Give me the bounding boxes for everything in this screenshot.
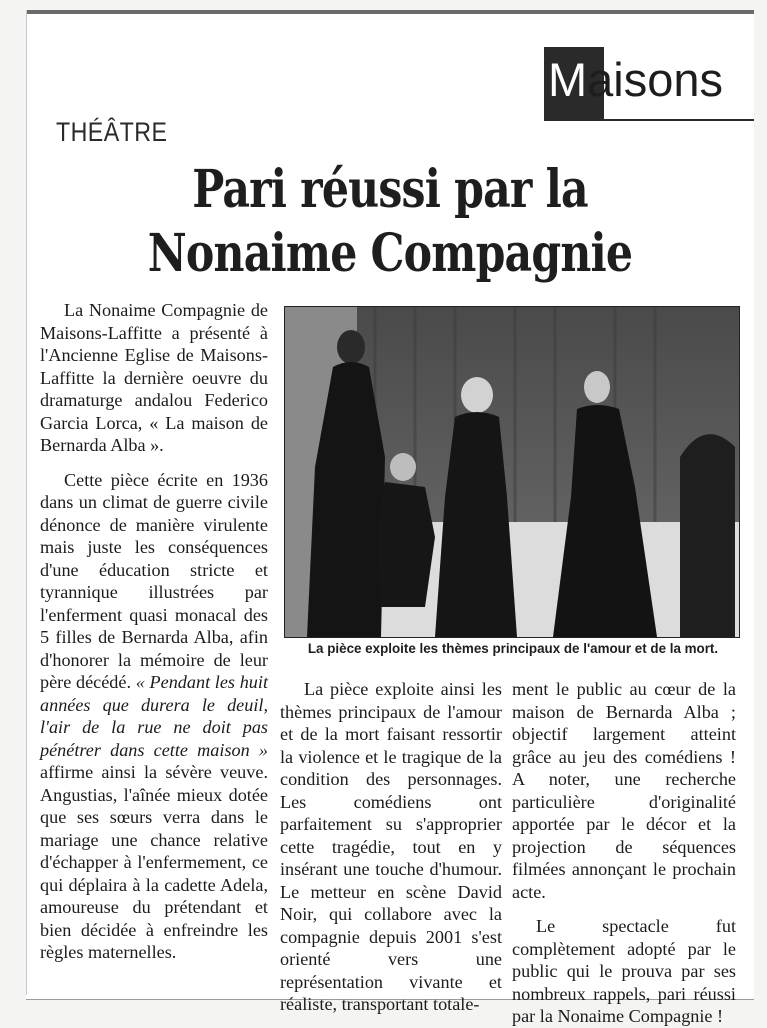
- paragraph: ment le public au cœur de la maison de Bernarda Alba ; objectif largement atteint grâce au jeu des comédiens ! A noter, une recherche particulière d'originalité apportée par le décor et la projection de séquences filmées annonçant le prochain acte.: [512, 679, 736, 902]
- paragraph-text: affirme ainsi la sévère veuve. Angustias, l'aînée mieux dotée que ses sœurs verra dans le mariage une chance relative d'échapper à l'enfermement, ce qui déplaira à la cadette Adela, amoureuse du prétendant et bien décidée à enfreindre les règles maternelles.: [40, 762, 268, 962]
- paragraph: Le spectacle fut complètement adopté par le public qui le prouva par ses nombreux rappels, pari réussi par la Nonaime Compagnie !: [512, 916, 736, 1026]
- section-label: [548, 50, 723, 110]
- kicker: THÉÂTRE: [56, 117, 168, 147]
- article-column-2: [280, 678, 502, 1016]
- article-column-1: [40, 299, 268, 964]
- stage-photo: [284, 306, 740, 638]
- section-label-rest: aisons: [587, 53, 724, 106]
- article-column-3: [512, 678, 736, 1028]
- paragraph-text: Cette pièce écrite en 1936 dans un climat de guerre civile dénonce de manière virulente mais juste les conséquences d'une éducation stricte et tyrannique illustrées par l'enferment quasi monacal des 5 filles de Bernarda Alba, afin d'honorer la mémoire de leur père décédé.: [40, 469, 268, 692]
- clipping-edge: [26, 10, 27, 995]
- paragraph: [40, 469, 268, 964]
- section-label-initial: M: [548, 53, 588, 106]
- quote: « Pendant les huit années que durera le deuil, l'air de la rue ne doit pas pénétrer dans cette maison »: [40, 672, 269, 760]
- paragraph: La Nonaime Compagnie de Maisons-Laffitte a présenté à l'Ancienne Eglise de Maisons-Laffitte la dernière oeuvre du dramaturge andalou Federico Garcia Lorca, « La maison de Bernarda Alba ».: [40, 300, 268, 455]
- section-rule: [544, 119, 754, 121]
- headline: Pari réussi par la Nonaime Compagnie: [147, 159, 633, 284]
- photo-caption: La pièce exploite les thèmes principaux de l'amour et de la mort.: [307, 641, 719, 656]
- paragraph: La pièce exploite ainsi les thèmes principaux de l'amour et de la mort faisant ressortir la violence et le tragique de la condition des personnages. Les comédiens ont parfaitement su s'approprier cette tragédie, tout en y insérant une touche d'humour. Le metteur en scène David Noir, qui collabore avec la compagnie depuis 2001 s'est orienté vers une représentation vivante et réaliste, transportant totale-: [280, 679, 502, 1014]
- section-header: [544, 47, 754, 119]
